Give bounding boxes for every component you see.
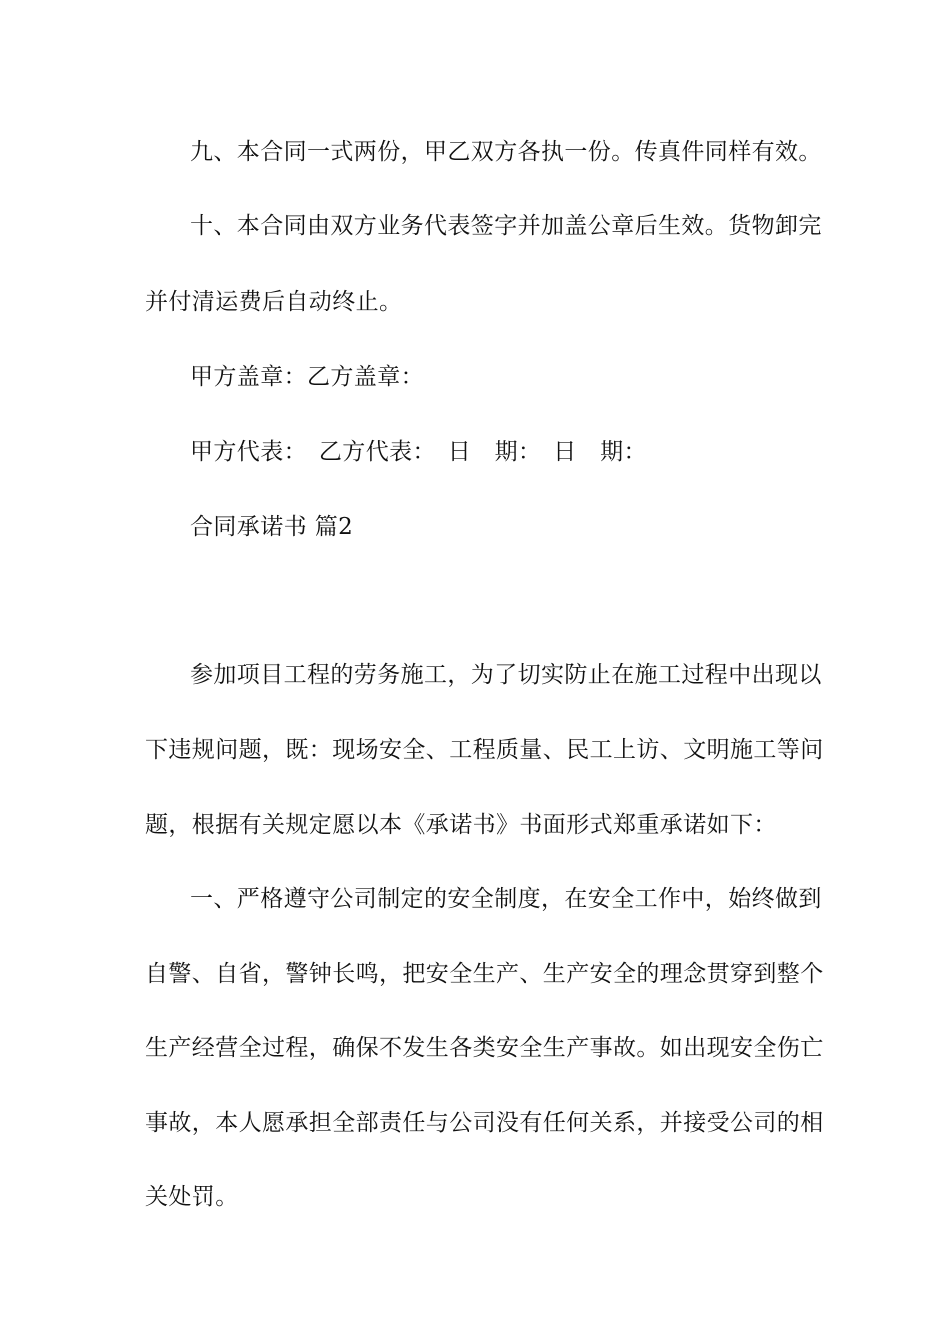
clause-ten-line-2: 并付清运费后自动终止。 [145, 289, 403, 315]
party-seal-line: 甲方盖章：乙方盖章： [190, 364, 424, 390]
paragraph-line: 参加项目工程的劳务施工，为了切实防止在施工过程中出现以 [190, 662, 822, 688]
clause-ten-line-1: 十、本合同由双方业务代表签字并加盖公章后生效。货物卸完 [190, 213, 822, 239]
party-representative-line: 甲方代表： 乙方代表： 日 期： 日 期： [190, 439, 647, 465]
clause-one-line: 关处罚。 [145, 1184, 239, 1210]
paragraph-line: 题，根据有关规定愿以本《承诺书》书面形式郑重承诺如下： [145, 812, 777, 838]
clause-one-line: 事故，本人愿承担全部责任与公司没有任何关系，并接受公司的相 [145, 1110, 824, 1136]
clause-one-line: 一、严格遵守公司制定的安全制度，在安全工作中，始终做到 [190, 886, 822, 912]
clause-one-line: 自警、自省，警钟长鸣，把安全生产、生产安全的理念贯穿到整个 [145, 961, 824, 987]
clause-nine: 九、本合同一式两份，甲乙双方各执一份。传真件同样有效。 [190, 139, 822, 165]
section-heading: 合同承诺书 篇2 [190, 514, 354, 540]
clause-one-line: 生产经营全过程，确保不发生各类安全生产事故。如出现安全伤亡 [145, 1035, 824, 1061]
paragraph-line: 下违规问题，既：现场安全、工程质量、民工上访、文明施工等问 [145, 737, 824, 763]
